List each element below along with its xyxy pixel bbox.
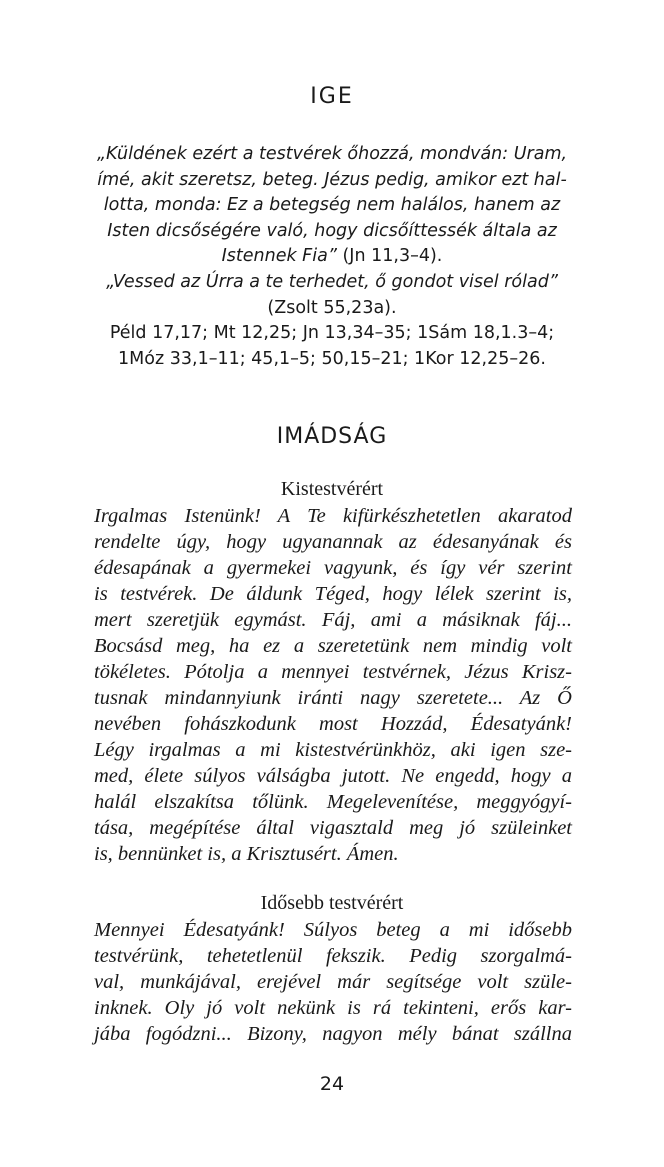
prayer-line: is, bennünket is, a Krisztusért. Ámen. — [94, 843, 399, 865]
prayer-line: Mennyei Édesatyánk! Súlyos beteg a mi idősebb — [94, 919, 572, 941]
prayer-title: Kistestvérért — [280, 478, 384, 500]
scripture-line — [90, 270, 574, 296]
prayer-line: tása, megépítése által vigasztald meg jó szüleinket — [94, 817, 572, 839]
scripture-line — [90, 193, 574, 219]
scripture-reference: (Jn 11,3–4). — [336, 246, 443, 267]
cross-references: 1Móz 33,1–11; 45,1–5; 50,15–21; 1Kor 12,25–26. — [118, 348, 546, 369]
scripture-quote: „Küldének ezért a testvérek őhozzá, mondván: Uram, — [96, 144, 568, 164]
prayer-line: rendelte úgy, hogy ugyanannak az édesanyának és — [94, 531, 572, 553]
scripture-quote: Isten dicsőségére való, hogy dicsőíttessék általa az — [107, 220, 557, 241]
scripture-line — [90, 142, 574, 168]
prayer-text — [94, 917, 572, 1047]
prayer-text — [94, 503, 572, 867]
prayer-line: med, élete súlyos válságba jutott. Ne engedd, hogy a — [94, 765, 572, 787]
scripture-block — [90, 142, 574, 372]
scripture-line — [90, 168, 574, 194]
prayer-line: mert szeretjük egymást. Fáj, ami a másiknak fáj... — [94, 609, 572, 631]
prayer-line: édesapának a gyermekei vagyunk, és így vér szerint — [94, 557, 572, 579]
prayer-line: Bocsásd meg, ha ez a szeretetünk nem mindig volt — [94, 635, 572, 657]
prayer-line: nevében fohászkodunk most Hozzád, Édesatyánk! — [94, 713, 572, 735]
prayer-title: Idősebb testvérért — [260, 892, 404, 914]
prayer-line: testvérünk, tehetetlenül fekszik. Pedig szorgalmá- — [94, 945, 572, 967]
scripture-line — [90, 219, 574, 245]
scripture-quote: Istennek Fia” — [221, 246, 337, 267]
scripture-reference: (Zsolt 55,23a). — [267, 297, 397, 318]
prayer-line: tusnak mindannyiunk iránti nagy szeretete... Az Ő — [94, 687, 572, 709]
prayer-line: val, munkájával, erejével már segítsége volt szüle- — [94, 971, 572, 993]
prayer-line: jába fogódzni... Bizony, nagyon mély bánat szállna — [94, 1023, 572, 1045]
scripture-line — [90, 244, 574, 270]
prayer-line: is testvérek. De áldunk Téged, hogy lélek szerint is, — [94, 583, 572, 605]
page-number: 24 — [319, 1073, 345, 1095]
prayer-line: halál elszakítsa tőlünk. Megelevenítése, meggyógyí- — [94, 791, 572, 813]
section-heading-imadsag: IMÁDSÁG — [276, 424, 388, 449]
cross-references: Péld 17,17; Mt 12,25; Jn 13,34–35; 1Sám 18,1.3–4; — [109, 323, 555, 344]
prayer-line: Légy irgalmas a mi kistestvérünkhöz, aki igen sze- — [94, 739, 572, 761]
prayer-line: inknek. Oly jó volt nekünk is rá tekinteni, erős kar- — [94, 997, 572, 1019]
section-heading-ige: IGE — [310, 84, 354, 109]
scripture-quote: lotta, monda: Ez a betegség nem halálos, hanem az — [103, 195, 561, 216]
scripture-quote: ímé, akit szeretsz, beteg. Jézus pedig, amikor ezt hal- — [97, 169, 567, 190]
prayer-line: Irgalmas Istenünk! A Te kifürkészhetetlen akaratod — [94, 505, 572, 527]
prayer-line: tökéletes. Pótolja a mennyei testvérnek, Jézus Krisz- — [94, 661, 572, 683]
scripture-quote: „Vessed az Úrra a te terhedet, ő gondot visel rólad” — [106, 271, 558, 292]
